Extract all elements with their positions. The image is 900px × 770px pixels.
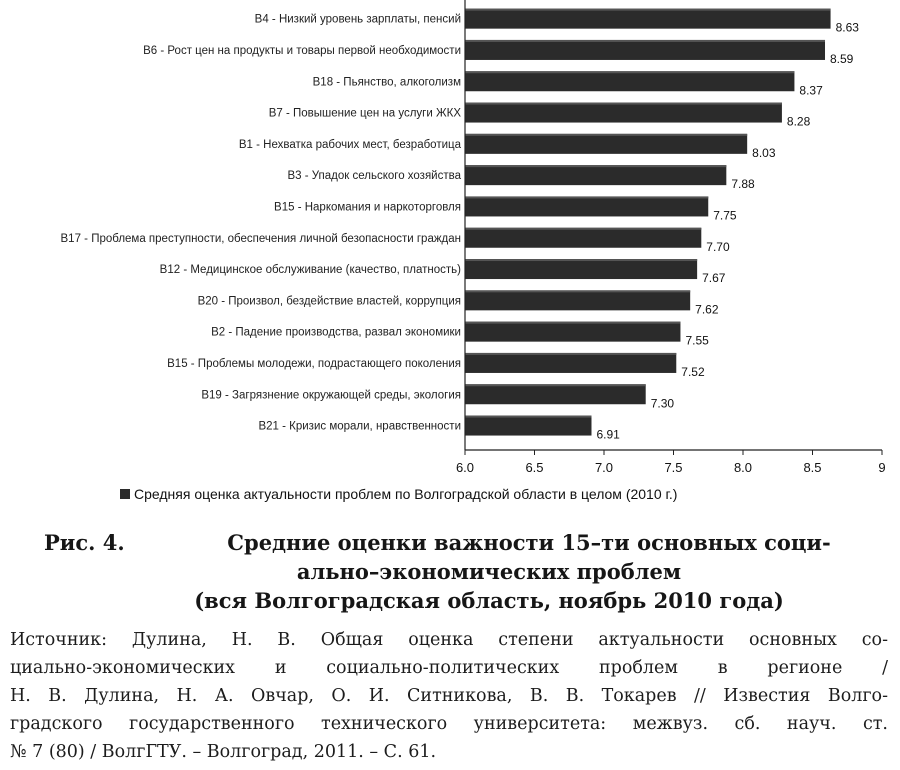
x-tick-label: 6.0 [455, 460, 475, 475]
bar-highlight [465, 134, 747, 136]
value-label: 7.52 [681, 364, 705, 379]
bar-highlight [465, 290, 690, 292]
bar [465, 71, 794, 91]
value-label: 8.03 [752, 145, 776, 160]
x-tick-label: 8.5 [803, 460, 822, 475]
value-label: 8.37 [799, 83, 823, 98]
value-label: 7.67 [702, 271, 726, 286]
category-label: В18 - Пьянство, алкоголизм [312, 76, 461, 89]
bar [465, 103, 782, 123]
value-label: 6.91 [596, 427, 620, 442]
figure-caption [44, 528, 864, 615]
figure-title-line-1: Средние оценки важности 15–ти основных соци- [227, 530, 831, 555]
x-tick-label: 7.0 [594, 460, 614, 475]
value-label: 7.70 [706, 239, 730, 254]
bar-highlight [465, 165, 726, 167]
bar-highlight [465, 9, 831, 11]
source-line: циально-экономических и социально-политических проблем в регионе / [10, 658, 888, 678]
bars-layer [61, 9, 860, 442]
source-line: градского государственного технического университета: межвуз. сб. науч. ст. [10, 714, 888, 734]
value-label: 8.28 [786, 114, 811, 129]
bar-highlight [465, 103, 782, 105]
legend-label: Средняя оценка актуальности проблем по Волгоградской области в целом (2010 г.) [134, 486, 678, 502]
bar-highlight [465, 322, 680, 324]
bar [465, 416, 591, 436]
source-line: Н. В. Дулина, Н. А. Овчар, О. И. Ситникова, В. В. Токарев // Известия Волго- [10, 686, 888, 706]
category-label: В1 - Нехватка рабочих мест, безработица [238, 138, 461, 151]
bar-highlight [465, 71, 794, 73]
bar [465, 353, 676, 373]
value-label: 7.75 [713, 208, 737, 223]
value-label: 7.30 [650, 396, 675, 411]
bar [465, 322, 680, 342]
category-label: В12 - Медицинское обслуживание (качество, платность) [159, 264, 461, 277]
category-label: В21 - Кризис морали, нравственности [258, 420, 461, 433]
figure-title-line-2: ально–экономических проблем [296, 559, 682, 584]
category-label: В2 - Падение производства, развал экономики [211, 326, 461, 339]
bar-highlight [465, 259, 697, 261]
source-line: № 7 (80) / ВолгГТУ. – Волгоград, 2011. – С. 61. [10, 742, 437, 762]
figure-label: Рис. 4. [44, 530, 125, 555]
value-label: 8.59 [830, 51, 854, 66]
source-line: Источник: Дулина, Н. В. Общая оценка степени актуальности основных со- [10, 630, 888, 650]
bar-highlight [465, 353, 676, 355]
bar-highlight [465, 40, 825, 42]
category-label: В4 - Низкий уровень зарплаты, пенсий [254, 13, 461, 26]
bar [465, 196, 708, 216]
bar [465, 40, 825, 60]
bar [465, 384, 646, 404]
category-label: В15 - Проблемы молодежи, подрастающего поколения [167, 357, 461, 370]
category-label: В3 - Упадок сельского хозяйства [287, 170, 461, 183]
value-label: 8.63 [835, 20, 859, 35]
legend-swatch [120, 489, 130, 499]
bar [465, 259, 697, 279]
x-tick-label: 9 [878, 460, 886, 475]
category-label: В6 - Рост цен на продукты и товары первой необходимости [143, 44, 461, 57]
value-label: 7.55 [685, 333, 709, 348]
category-label: В15 - Наркомания и наркоторговля [274, 201, 461, 214]
x-tick-label: 6.5 [525, 460, 544, 475]
bar [465, 9, 831, 29]
category-label: В17 - Проблема преступности, обеспечения личной безопасности граждан [60, 232, 461, 245]
x-tick-label: 8.0 [733, 460, 753, 475]
category-label: В20 - Произвол, бездействие властей, коррупция [197, 295, 461, 308]
category-label: В19 - Загрязнение окружающей среды, экология [201, 389, 461, 402]
figure-title-line-3: (вся Волгоградская область, ноябрь 2010 года) [194, 588, 784, 613]
bar [465, 165, 726, 185]
value-label: 7.62 [695, 302, 719, 317]
bar [465, 134, 747, 154]
category-label: В7 - Повышение цен на услуги ЖКХ [268, 107, 461, 120]
bar-highlight [465, 384, 646, 386]
value-label: 7.88 [731, 177, 755, 192]
bar-highlight [465, 416, 591, 418]
bar-highlight [465, 228, 701, 230]
bar [465, 228, 701, 248]
legend [120, 486, 677, 502]
bar-highlight [465, 196, 708, 198]
x-tick-label: 7.5 [664, 460, 683, 475]
source-note [10, 626, 888, 766]
bar [465, 290, 690, 310]
